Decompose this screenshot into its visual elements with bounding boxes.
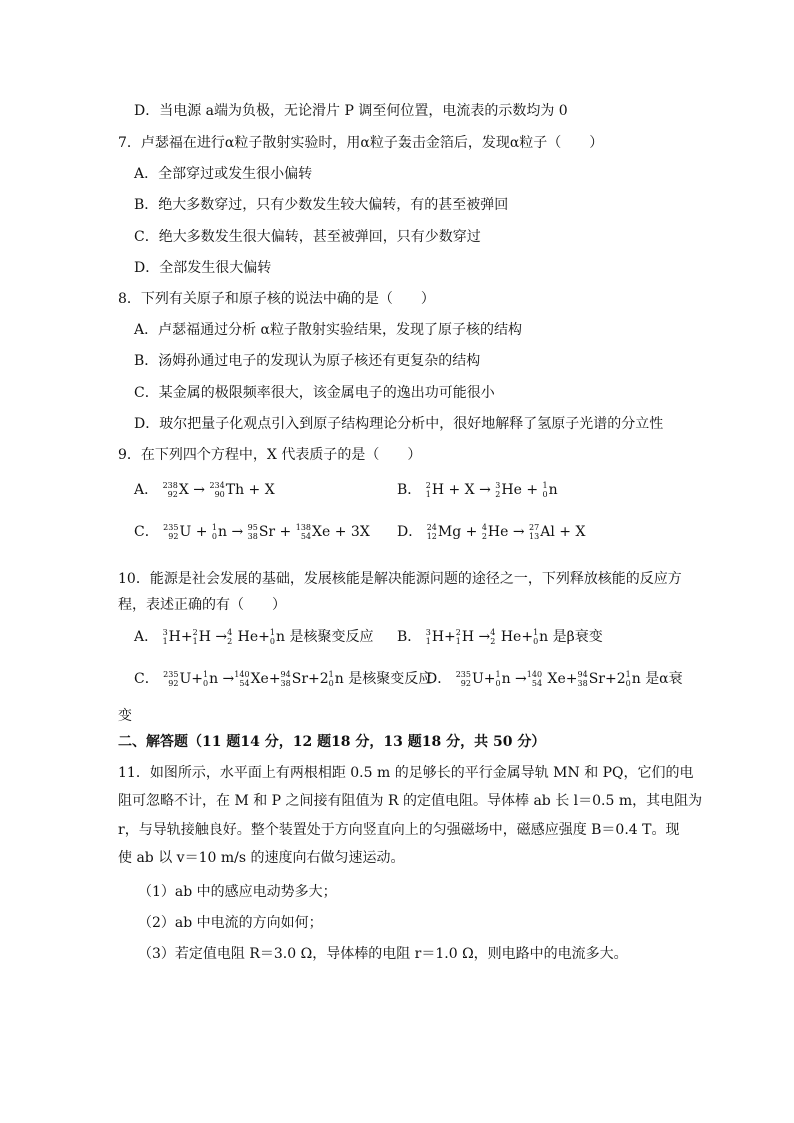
- option-label: A．: [134, 482, 159, 498]
- nuclide: 4 2: [490, 628, 496, 646]
- nuclide: 1 0: [202, 670, 209, 688]
- q8-option-a: A．卢瑟福通过分析 α粒子散射实验结果，发现了原子核的结构: [134, 322, 523, 338]
- section-2-heading: 二、解答题（11 题14 分，12 题18 分，13 题18 分，共 50 分）: [118, 734, 546, 750]
- nuclide: 3 1: [162, 628, 168, 646]
- q8-option-c: C．某金属的极限频率很大，该金属电子的逸出功可能很小: [134, 385, 495, 401]
- nuclide: 140 54: [234, 670, 250, 688]
- option-label: B．: [397, 629, 422, 645]
- nuclide: 1 0: [495, 670, 501, 688]
- question-10-line2: 程，表述正确的有（ ）: [118, 597, 286, 613]
- q7-option-d: D．全部发生很大偏转: [134, 260, 272, 276]
- nuclide: 4 2: [481, 523, 487, 541]
- nuclide: 24 12: [426, 523, 437, 541]
- nuclide: 235 92: [163, 670, 179, 688]
- question-7: 7．卢瑟福在进行α粒子散射实验时，用α粒子轰击金箔后，发现α粒子（ ）: [118, 135, 604, 151]
- question-11-line1: 11．如图所示，水平面上有两根相距 0.5 m 的足够长的平行金属导轨 MN 和 PQ，它们的电: [118, 765, 694, 781]
- q10-option-d-wrap: 变: [118, 708, 132, 724]
- nuclide: 1 0: [269, 628, 275, 646]
- option-label: C．: [134, 671, 159, 687]
- nuclide: 1 0: [542, 481, 548, 499]
- nuclide: 234 90: [209, 481, 225, 499]
- nuclide: 94 38: [577, 670, 588, 688]
- nuclide: 235 92: [455, 670, 471, 688]
- question-11-line2: 阻可忽略不计，在 M 和 P 之间接有阻值为 R 的定值电阻。导体棒 ab 长 l＝0.5 m，其电阻为: [118, 793, 703, 809]
- q10a-text: 是核聚变反应: [289, 629, 374, 645]
- q10b-text: 是β衰变: [552, 629, 603, 645]
- nuclide: 2 1: [425, 481, 431, 499]
- nuclide: 27 13: [529, 523, 540, 541]
- q9-option-b: B． 2 1 H + X → 3 2 He + 1 0 n: [397, 481, 558, 499]
- nuclide: 2 1: [192, 628, 198, 646]
- nuclide: 1 0: [625, 670, 631, 688]
- q9-option-a: A． 238 92 X → 234 90 Th + X: [134, 481, 275, 499]
- nuclide: 1 0: [533, 628, 539, 646]
- nuclide: 4 2: [227, 628, 233, 646]
- nuclide: 238 92: [162, 481, 178, 499]
- q10d-text: 是α衰: [645, 671, 683, 687]
- q7-option-c: C．绝大多数发生很大偏转，甚至被弹回，只有少数穿过: [134, 229, 481, 245]
- nuclide: 138 54: [295, 523, 312, 541]
- question-9: 9．在下列四个方程中，X 代表质子的是（ ）: [118, 447, 422, 463]
- q10-option-d: D． 235 92 U+ 1 0 n → 140 54 Xe+ 94 38 Sr+2 1 0 n 是α衰: [426, 670, 683, 688]
- q11-subquestion-2: （2）ab 中电流的方向如何；: [138, 915, 323, 931]
- q10-option-a: A． 3 1 H+ 2 1 H → 4 2 He+ 1 0 n 是核聚变反应: [134, 628, 374, 646]
- q7-option-a: A．全部穿过或发生很小偏转: [134, 166, 313, 182]
- option-label: D．: [397, 524, 423, 540]
- question-10-line1: 10．能源是社会发展的基础，发展核能是解决能源问题的途径之一，下列释放核能的反应方: [118, 571, 682, 587]
- nuclide: 3 1: [425, 628, 431, 646]
- option-label: A．: [134, 629, 159, 645]
- option-d-q6: D．当电源 a端为负极，无论滑片 P 调至何位置，电流表的示数均为 0: [134, 103, 568, 119]
- question-11-line3: r，与导轨接触良好。整个装置处于方向竖直向上的匀强磁场中，磁感应强度 B＝0.4 T。现: [118, 822, 680, 838]
- question-11-line4: 使 ab 以 v＝10 m/s 的速度向右做匀速运动。: [118, 850, 405, 866]
- nuclide: 95 38: [247, 523, 258, 541]
- q7-option-b: B．绝大多数穿过，只有少数发生较大偏转，有的甚至被弹回: [134, 197, 509, 213]
- nuclide: 140 54: [526, 670, 543, 688]
- q10-option-b: B． 3 1 H+ 2 1 H → 4 2 He+ 1 0 n 是β衰变: [397, 628, 603, 646]
- q11-subquestion-3: （3）若定值电阻 R＝3.0 Ω，导体棒的电阻 r＝1.0 Ω，则电路中的电流多大。: [138, 946, 628, 962]
- nuclide: 1 0: [211, 523, 217, 541]
- q9-option-d: D． 24 12 Mg + 4 2 He → 27 13 Al + X: [397, 523, 586, 541]
- nuclide: 1 0: [328, 670, 334, 688]
- q10-option-c: C． 235 92 U+ 1 0 n → 140 54 Xe+ 94 38 Sr+2 1 0 n 是核聚变反应: [134, 670, 433, 688]
- q8-option-b: B．汤姆孙通过电子的发现认为原子核还有更复杂的结构: [134, 353, 481, 369]
- nuclide: 94 38: [280, 670, 291, 688]
- option-label: C．: [134, 524, 159, 540]
- q8-option-d: D．玻尔把量子化观点引入到原子结构理论分析中，很好地解释了氢原子光谱的分立性: [134, 416, 664, 432]
- nuclide: 3 2: [495, 481, 501, 499]
- option-label: B．: [397, 482, 422, 498]
- nuclide: 2 1: [455, 628, 461, 646]
- q9-option-c: C． 235 92 U + 1 0 n → 95 38 Sr + 138 54 Xe + 3X: [134, 523, 370, 541]
- question-8: 8．下列有关原子和原子核的说法中确的是（ ）: [118, 291, 435, 307]
- nuclide: 235 92: [163, 523, 179, 541]
- q10c-text: 是核聚变反应: [348, 671, 433, 687]
- q11-subquestion-1: （1）ab 中的感应电动势多大；: [138, 884, 337, 900]
- option-label: D．: [426, 671, 452, 687]
